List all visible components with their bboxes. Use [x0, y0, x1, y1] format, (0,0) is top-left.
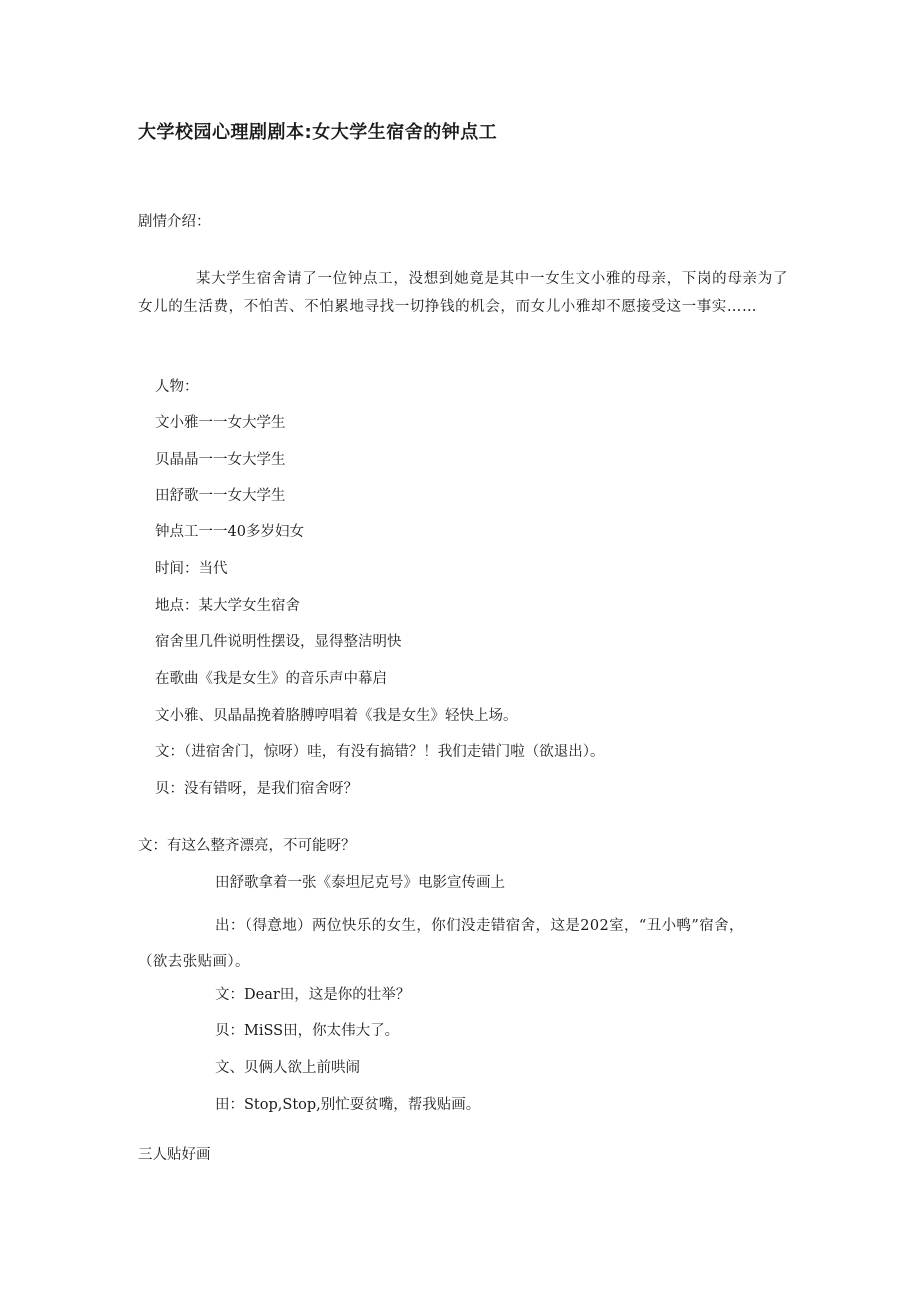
- stage-direction: 宿舍里几件说明性摆设，显得整洁明快: [155, 634, 402, 650]
- page-title: 大学校园心理剧剧本:女大学生宿舍的钟点工: [138, 122, 498, 143]
- intro-heading: 剧情介绍：: [138, 214, 211, 230]
- dialogue-line: 贝：没有错呀，是我们宿舍呀？: [155, 781, 358, 797]
- stage-direction: 文、贝俩人欲上前哄闹: [215, 1060, 360, 1076]
- cast-line: 田舒歌一一女大学生: [155, 488, 286, 504]
- dialogue-line: 贝：MiSS田，你太伟大了。: [215, 1023, 400, 1039]
- cast-line: 文小雅一一女大学生: [155, 415, 286, 431]
- dialogue-line: 文：Dear田，这是你的壮举？: [215, 987, 411, 1003]
- cast-heading: 人物：: [155, 379, 199, 395]
- time-line: 时间：当代: [155, 561, 228, 577]
- place-line: 地点：某大学女生宿舍: [155, 598, 300, 614]
- stage-direction: 在歌曲《我是女生》的音乐声中幕启: [155, 671, 387, 687]
- stage-direction: 文小雅、贝晶晶挽着胳膊哼唱着《我是女生》轻快上场。: [155, 708, 518, 724]
- cast-line: 钟点工一一40多岁妇女: [155, 524, 304, 540]
- dialogue-line: 文：（进宿舍门，惊呀）哇，有没有搞错？！我们走错门啦（欲退出）。: [155, 744, 605, 760]
- dialogue-line: 文：有这么整齐漂亮，不可能呀？: [138, 838, 356, 854]
- dialogue-paragraph: 出：（得意地）两位快乐的女生，你们没走错宿舍，这是202室，“丑小鸭”宿舍，（欲去张贴画）。: [138, 918, 744, 970]
- dialogue-line: 田：Stop,Stop,别忙耍贫嘴，帮我贴画。: [215, 1097, 481, 1113]
- cast-line: 贝晶晶一一女大学生: [155, 452, 286, 468]
- synopsis-paragraph: 某大学生宿舍请了一位钟点工，没想到她竟是其中一女生文小雅的母亲，下岗的母亲为了女儿的生活费，不怕苦、不怕累地寻找一切挣钱的机会，而女儿小雅却不愿接受这一事实……: [138, 271, 788, 315]
- stage-direction: 三人贴好画: [138, 1147, 211, 1163]
- stage-direction: 田舒歌拿着一张《泰坦尼克号》电影宣传画上: [215, 875, 505, 891]
